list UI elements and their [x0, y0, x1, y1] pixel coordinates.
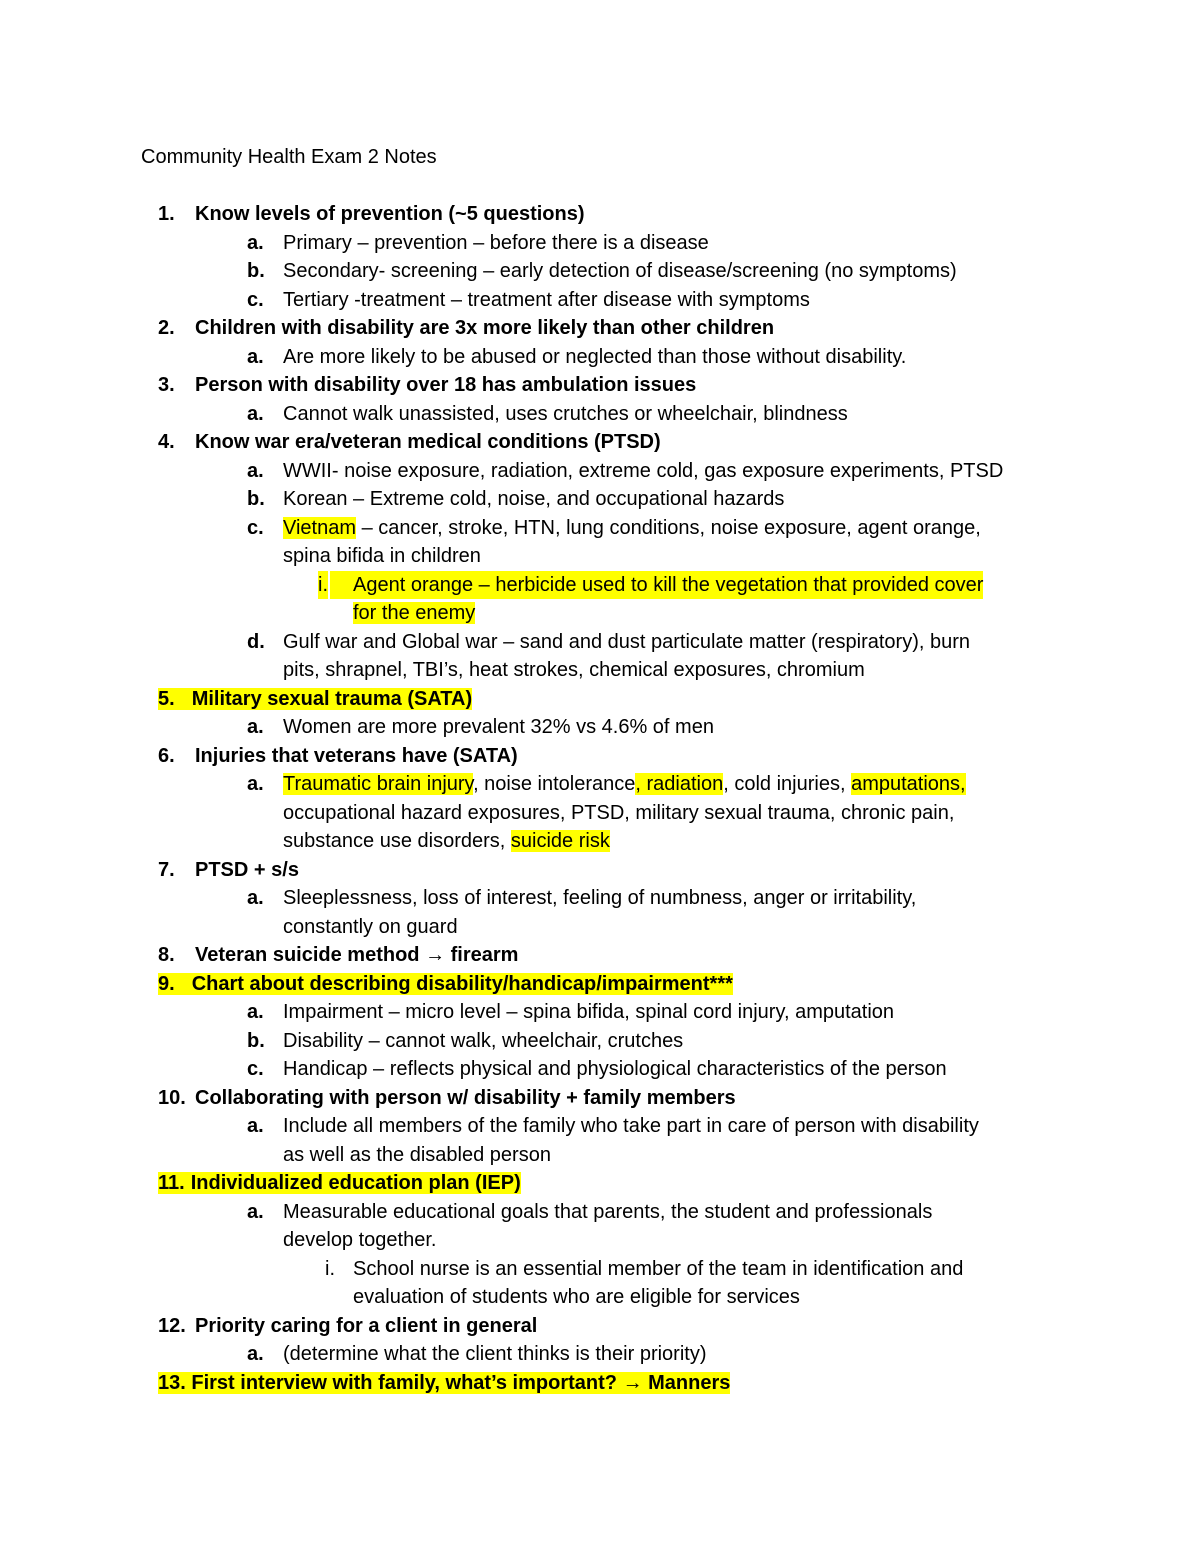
item-11a-line1: Measurable educational goals that parents, the student and professionals: [283, 1200, 933, 1223]
item-9a-text: Impairment – micro level – spina bifida, spinal cord injury, amputation: [283, 1001, 895, 1023]
item-3a-text: Cannot walk unassisted, uses crutches or wheelchair, blindness: [283, 402, 848, 425]
item-9b-marker: b.: [247, 1029, 265, 1052]
item-10-heading: Collaborating with person w/ disability + family members: [195, 1086, 736, 1109]
item-13-heading: First interview with family, what’s important?: [191, 1371, 617, 1394]
item-4ci-line2-text: for the enemy: [353, 602, 476, 624]
item-12a-text: (determine what the client thinks is their priority): [283, 1343, 707, 1365]
item-1a-marker: a.: [247, 231, 264, 254]
item-6-number: 6.: [158, 744, 175, 767]
highlight-radiation: , radiation: [635, 773, 724, 795]
item-9a-marker: a.: [247, 1001, 264, 1023]
page-title: Community Health Exam 2 Notes: [141, 146, 437, 168]
item-11ai-line1: School nurse is an essential member of the team in identification and: [353, 1257, 964, 1280]
item-8-number: 8.: [158, 944, 175, 966]
item-9b-text: Disability – cannot walk, wheelchair, crutches: [283, 1029, 684, 1052]
arrow-right-icon: →: [622, 1371, 643, 1394]
item-4d-line2: pits, shrapnel, TBI’s, heat strokes, chemical exposures, chromium: [283, 659, 865, 681]
item-6a-part4: , cold injuries,: [723, 773, 852, 795]
item-7-number: 7.: [158, 858, 175, 881]
item-4d-marker: d.: [247, 630, 265, 653]
item-2-heading: Children with disability are 3x more likely than other children: [195, 317, 775, 339]
item-4-number: 4.: [158, 431, 175, 453]
item-5-heading-row: [158, 685, 472, 714]
item-6a-line3-text: substance use disorders,: [283, 830, 511, 852]
item-9c-marker: c.: [247, 1058, 264, 1080]
arrow-right-icon: →: [425, 944, 446, 966]
item-8-text: Veteran suicide method: [195, 944, 420, 966]
highlight-amputations: amputations,: [851, 773, 966, 795]
item-10a-line1: Include all members of the family who take part in care of person with disability: [283, 1115, 979, 1137]
item-11-heading-row: [158, 1169, 521, 1198]
item-8-answer: firearm: [450, 944, 519, 966]
item-2a-text: Are more likely to be abused or neglected than those without disability.: [283, 345, 907, 368]
item-4ci-line2: [353, 599, 475, 628]
item-9c-text: Handicap – reflects physical and physiological characteristics of the person: [283, 1058, 947, 1080]
item-6a-line3: [283, 827, 610, 856]
item-6a-part2: , noise intolerance: [473, 773, 636, 795]
item-9-heading: Chart about describing disability/handicap/impairment***: [191, 972, 733, 995]
item-4a-text: WWII- noise exposure, radiation, extreme cold, gas exposure experiments, PTSD: [283, 459, 1004, 482]
item-1-heading: Know levels of prevention (~5 questions): [195, 203, 585, 225]
item-4c-text: [283, 514, 981, 543]
item-1c-text: Tertiary -treatment – treatment after disease with symptoms: [283, 288, 810, 311]
item-4ci-line1: Agent orange – herbicide used to kill the vegetation that provided cover: [330, 571, 983, 600]
item-5a-marker: a.: [247, 716, 264, 738]
item-5-heading: Military sexual trauma (SATA): [191, 687, 473, 710]
item-4b-marker: b.: [247, 488, 265, 510]
item-8-heading: [195, 941, 518, 970]
item-1a-text: Primary – prevention – before there is a disease: [283, 231, 709, 254]
item-7a-line1: Sleeplessness, loss of interest, feeling of numbness, anger or irritability,: [283, 887, 917, 909]
highlight-traumatic-brain-injury: Traumatic brain injury: [283, 773, 474, 795]
item-2-number: 2.: [158, 317, 175, 339]
item-11a-line2: develop together.: [283, 1229, 437, 1251]
item-6a-line2: occupational hazard exposures, PTSD, military sexual trauma, chronic pain,: [283, 801, 955, 824]
item-5a-text: Women are more prevalent 32% vs 4.6% of men: [283, 716, 714, 738]
item-3-heading: Person with disability over 18 has ambulation issues: [195, 374, 697, 396]
item-4b-text: Korean – Extreme cold, noise, and occupational hazards: [283, 488, 785, 510]
item-7a-marker: a.: [247, 887, 264, 909]
item-13-number: 13.: [158, 1371, 186, 1394]
item-12a-marker: a.: [247, 1343, 264, 1365]
item-2a-marker: a.: [247, 345, 264, 368]
item-1b-text: Secondary- screening – early detection of disease/screening (no symptoms): [283, 260, 957, 282]
item-1c-marker: c.: [247, 288, 264, 311]
item-11-heading: Individualized education plan (IEP): [190, 1172, 521, 1194]
item-11ai-marker: i.: [325, 1257, 335, 1280]
item-4c-text-rest: – cancer, stroke, HTN, lung conditions, noise exposure, agent orange,: [356, 516, 981, 539]
item-11-number: 11.: [158, 1172, 191, 1194]
item-9-number: 9.: [158, 973, 192, 995]
item-6a-line1: [283, 770, 966, 799]
item-6a-marker: a.: [247, 773, 264, 795]
item-12-number: 12.: [158, 1314, 186, 1337]
item-9-heading-row: [158, 970, 733, 999]
item-6-heading: Injuries that veterans have (SATA): [195, 744, 518, 767]
item-4a-marker: a.: [247, 459, 264, 482]
item-10a-line2: as well as the disabled person: [283, 1143, 551, 1166]
item-4c-text-cont: spina bifida in children: [283, 545, 481, 567]
item-3a-marker: a.: [247, 402, 264, 425]
item-7-heading: PTSD + s/s: [195, 858, 299, 881]
item-12-heading: Priority caring for a client in general: [195, 1314, 538, 1337]
item-7a-line2: constantly on guard: [283, 915, 458, 938]
item-10-number: 10.: [158, 1086, 186, 1109]
item-13-heading-row: [158, 1369, 730, 1398]
highlight-vietnam: Vietnam: [283, 516, 357, 539]
item-11a-marker: a.: [247, 1200, 264, 1223]
item-13-answer: Manners: [648, 1371, 731, 1394]
item-4-heading: Know war era/veteran medical conditions (PTSD): [195, 431, 661, 453]
item-1b-marker: b.: [247, 260, 265, 282]
item-5-number: 5.: [158, 688, 192, 710]
item-10a-marker: a.: [247, 1115, 264, 1137]
highlight-suicide-risk: suicide risk: [510, 830, 610, 852]
item-4c-marker: c.: [247, 516, 264, 539]
item-4ci-marker: i.: [318, 571, 328, 600]
item-11ai-line2: evaluation of students who are eligible for services: [353, 1286, 800, 1308]
item-1-number: 1.: [158, 203, 175, 225]
item-3-number: 3.: [158, 374, 175, 396]
item-4d-line1: Gulf war and Global war – sand and dust particulate matter (respiratory), burn: [283, 630, 970, 653]
